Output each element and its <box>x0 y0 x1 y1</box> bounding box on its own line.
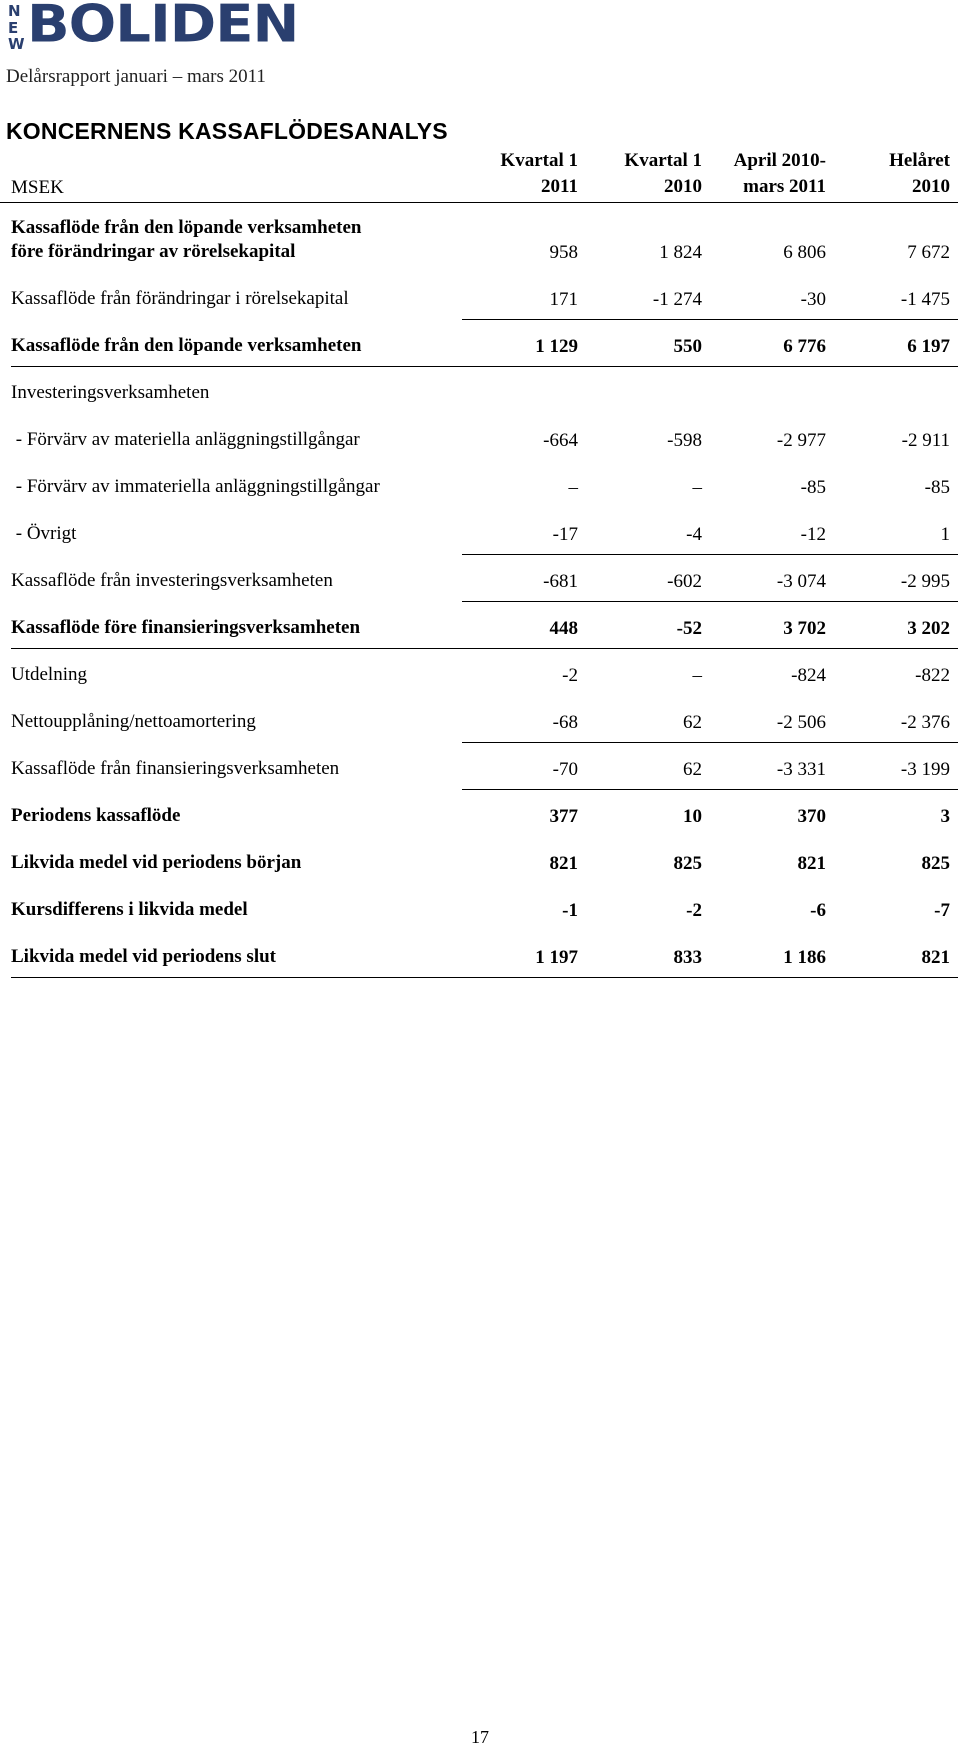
row-label-line: - Övrigt <box>11 523 77 544</box>
table-cell: 448 <box>549 618 578 639</box>
column-header <box>889 148 950 200</box>
page-number: 17 <box>471 1727 489 1747</box>
table-cell: 1 824 <box>659 242 702 263</box>
table-cell: -1 475 <box>900 289 950 310</box>
cashflow-table <box>0 148 958 978</box>
table-cell: -822 <box>915 665 950 686</box>
row-label-line: - Förvärv av materiella anläggningstillgångar <box>11 429 360 450</box>
logo-new-letter: W <box>8 35 25 53</box>
table-cell: -602 <box>667 571 702 592</box>
table-row <box>0 790 958 837</box>
boliden-logo <box>8 0 299 55</box>
table-cell: -2 <box>686 900 702 921</box>
table-cell: 370 <box>797 806 826 827</box>
table-row <box>0 931 958 978</box>
row-label <box>11 522 76 546</box>
table-row <box>0 743 958 790</box>
table-cell: 171 <box>549 289 578 310</box>
table-row <box>0 461 958 508</box>
row-label-line: Periodens kassaflöde <box>11 805 181 826</box>
table-cell: 821 <box>549 853 578 874</box>
table-row <box>0 203 958 273</box>
table-row <box>0 320 958 367</box>
table-cell: 62 <box>683 712 702 733</box>
table-cell: -2 506 <box>776 712 826 733</box>
table-cell: 62 <box>683 759 702 780</box>
table-cell: -52 <box>676 618 702 639</box>
table-cell: 3 202 <box>907 618 950 639</box>
row-label <box>11 287 349 311</box>
table-cell: 1 <box>940 524 950 545</box>
table-row <box>0 508 958 555</box>
column-header-line: April 2010- <box>733 150 826 171</box>
table-cell: -6 <box>810 900 826 921</box>
table-row <box>0 649 958 696</box>
table-row <box>0 414 958 461</box>
row-label <box>11 804 180 828</box>
row-label <box>11 569 333 593</box>
table-row <box>0 555 958 602</box>
row-label <box>11 475 380 499</box>
table-row <box>0 696 958 743</box>
column-header-line: 2010 <box>664 176 702 197</box>
table-cell: 377 <box>549 806 578 827</box>
table-cell: -70 <box>552 759 578 780</box>
table-cell: -30 <box>800 289 826 310</box>
row-label-line: Kassaflöde före finansieringsverksamheten <box>11 617 361 638</box>
table-row <box>0 602 958 649</box>
logo-new-letter: N <box>8 2 21 20</box>
table-cell: 10 <box>683 806 702 827</box>
table-cell: 1 186 <box>783 947 826 968</box>
row-label-line: Likvida medel vid periodens början <box>11 852 302 873</box>
table-cell: -681 <box>543 571 578 592</box>
table-cell: -85 <box>924 477 950 498</box>
table-cell: -2 376 <box>900 712 950 733</box>
table-row <box>0 884 958 931</box>
table-cell: 1 197 <box>535 947 578 968</box>
column-header-line: 2011 <box>541 176 578 197</box>
row-label <box>11 381 209 405</box>
table-row <box>0 273 958 320</box>
table-cell: 6 806 <box>783 242 826 263</box>
table-cell: -2 995 <box>900 571 950 592</box>
column-header <box>734 148 826 200</box>
row-label-line: Kassaflöde från den löpande verksamheten <box>11 217 362 238</box>
row-label <box>11 757 339 781</box>
table-cell: 821 <box>921 947 950 968</box>
row-label-line: - Förvärv av immateriella anläggningstillgångar <box>11 476 380 497</box>
column-header <box>500 148 578 200</box>
table-cell: -2 911 <box>901 430 950 451</box>
table-cell: -824 <box>791 665 826 686</box>
table-cell: 3 <box>940 806 950 827</box>
row-label-line: Kassaflöde från investeringsverksamheten <box>11 570 333 591</box>
row-label-line: Likvida medel vid periodens slut <box>11 946 276 967</box>
row-label <box>11 851 301 875</box>
table-cell: 7 672 <box>907 242 950 263</box>
table-cell: -7 <box>934 900 950 921</box>
unit-label: MSEK <box>11 177 64 198</box>
page-title: KONCERNENS KASSAFLÖDESANALYS <box>6 118 448 144</box>
row-label <box>11 334 361 358</box>
table-cell: 6 197 <box>907 336 950 357</box>
row-label-line: Investeringsverksamheten <box>11 382 210 403</box>
table-cell: -2 977 <box>776 430 826 451</box>
table-row <box>0 367 958 414</box>
table-cell: 833 <box>673 947 702 968</box>
table-cell: -598 <box>667 430 702 451</box>
row-label-line: Kassaflöde från den löpande verksamheten <box>11 335 362 356</box>
table-row <box>0 837 958 884</box>
table-cell: -3 331 <box>776 759 826 780</box>
table-cell: 1 129 <box>535 336 578 357</box>
row-label-line: Kursdifferens i likvida medel <box>11 899 248 920</box>
table-cell: -2 <box>562 665 578 686</box>
row-label <box>11 710 256 734</box>
table-cell: -664 <box>543 430 578 451</box>
row-label <box>11 663 87 687</box>
column-header-line: mars 2011 <box>743 176 826 197</box>
table-cell: 3 702 <box>783 618 826 639</box>
table-cell: -3 074 <box>776 571 826 592</box>
table-cell: – <box>692 665 702 686</box>
logo-new-mark <box>8 2 23 52</box>
table-cell: 6 776 <box>783 336 826 357</box>
table-cell: 825 <box>673 853 702 874</box>
row-label <box>11 616 360 640</box>
row-label-line: Kassaflöde från förändringar i rörelsekapital <box>11 288 349 309</box>
table-header <box>0 148 958 203</box>
table-cell: 550 <box>673 336 702 357</box>
table-cell: 821 <box>797 853 826 874</box>
row-label <box>11 216 361 264</box>
table-cell: -1 274 <box>652 289 702 310</box>
table-cell: -17 <box>552 524 578 545</box>
logo-wordmark: BOLIDEN <box>27 0 299 55</box>
table-cell: -1 <box>562 900 578 921</box>
column-header <box>624 148 702 200</box>
column-header-line: Helåret <box>889 150 950 171</box>
logo-new-letter: E <box>8 18 19 37</box>
row-label-line: före förändringar av rörelsekapital <box>11 241 296 262</box>
table-cell: -12 <box>800 524 826 545</box>
row-label-line: Kassaflöde från finansieringsverksamheten <box>11 758 340 779</box>
table-cell: 825 <box>921 853 950 874</box>
table-body <box>0 203 958 978</box>
table-cell: – <box>692 477 702 498</box>
column-header-line: Kvartal 1 <box>624 150 702 171</box>
row-label-line: Utdelning <box>11 664 87 685</box>
table-cell: – <box>568 477 578 498</box>
row-label <box>11 428 360 452</box>
table-cell: 958 <box>549 242 578 263</box>
row-label <box>11 945 276 969</box>
column-header-line: 2010 <box>912 176 950 197</box>
column-header-line: Kvartal 1 <box>500 150 578 171</box>
row-label <box>11 898 248 922</box>
table-cell: -85 <box>800 477 826 498</box>
table-cell: -4 <box>686 524 702 545</box>
table-cell: -3 199 <box>900 759 950 780</box>
report-subtitle: Delårsrapport januari – mars 2011 <box>6 66 266 87</box>
row-label-line: Nettoupplåning/nettoamortering <box>11 711 256 732</box>
table-cell: -68 <box>552 712 578 733</box>
